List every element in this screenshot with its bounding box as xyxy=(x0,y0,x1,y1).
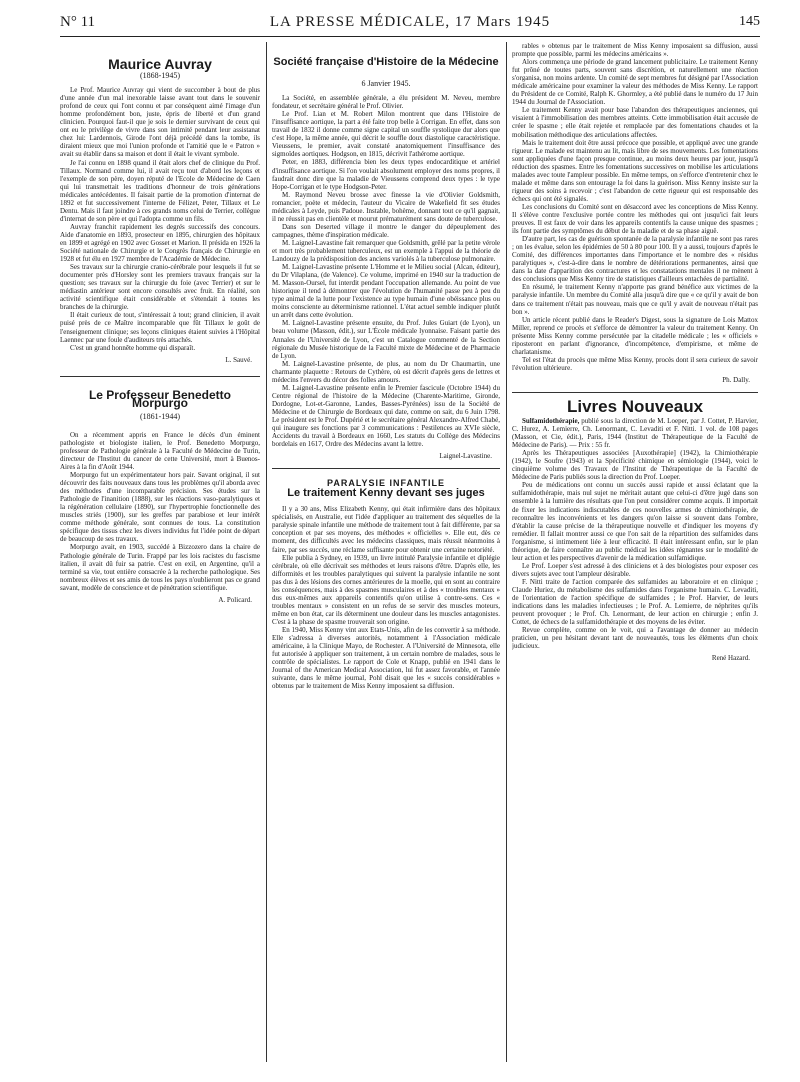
paragraph: Il y a 30 ans, Miss Elizabeth Kenny, qui était infirmière dans des hôpitaux spécialisés, en Australie, eut l'idée d'appliquer au traitement des séquelles de la paralysie spinale infantile une méthode de traitement tout à fait différente, par sa conception et par ses moyens, des méthodes « officielles ». Elle eut, dès ce moment, des difficultés avec les médecins classiques, mais réussit néanmoins à faire, par ses succès, une réclame suffisante pour obtenir une certaine notoriété. xyxy=(272,505,500,554)
paragraph: Il était curieux de tout, s'intéressait à tout; grand clinicien, il avait puisé près de ce Maître incomparable que fût Tillaux le goût de l'enseignement clinique; ses leçons cliniques étaient suivies à l'Hôpital Laennec par une foule d'auditeurs très attachés. xyxy=(60,311,260,344)
paragraph: C'est un grand honnête homme qui disparaît. xyxy=(70,343,196,352)
paragraph: Le Prof. Loeper s'est adressé à des cliniciens et à des biologistes pour exposer ces divers sujets avec tout l'ampleur désirable. xyxy=(512,561,758,578)
paragraph: M. Laignel-Lavastine présente L'Homme et le Milieu social (Alcan, éditeur), du Dr Vilaplana, (de Valence). Ce volume, imprimé en 1940 sur la traduction de M. Masson-Oursel, fut interdit pendant l'occupation allemande. Au point de vue historique il tend à démontrer que l'évolution de l'humanité passe peu à peu du type animal de la lutte pour l'existence au type humain d'une obéissance plus ou moins consciente au déterminisme rationnel. L'état actuel semble indiquer plutôt un arrêt dans cette évolution. xyxy=(272,263,500,320)
paragraph: Morpurgo fut un expérimentateur hors pair. Savant original, il sut découvrir des faits nouveaux dans tous les problèmes qu'il aborda avec des méthodes d'une incomparable précision. Ses études sur la Pathologie de l'inanition (1888), sur les réactions vaso-paralytiques et la régénération cellulaire (1890), sur l'hypertrophie fonctionnelle des muscles striés (1900), sur les greffes par parabiose et leur intérêt comme méthode générale, sont connues de tous. La constitution spécifique des tissus chez les divers individus fut l'idée point de départ de beaucoup de ses travaux. xyxy=(60,471,260,544)
paragraph: Elle publia à Sydney, en 1939, un livre intitulé Paralysie infantile et diplégie cérébrale, où elle décrivait ses méthodes et leurs raisons d'être. D'après elle, les difformités et les troubles paralytiques qui suivent la paralysie infantile ne sont pas dus à des lésions des cornes antérieures de la moelle, qui en sont au contraire les conséquences, mais à des spasmes musculaires et à des « troubles mentaux » dus eux-mêmes aux appareils contentifs qu'on utilise à contre-sens. Ces « troubles mentaux » consistent en un refus de se servir des muscles moteurs, même en bon état, car ils déterminent une douleur dans les muscles antagonistes. C'est à la phase de spasme trouverait son origine. xyxy=(272,553,500,626)
paragraph: Je l'ai connu en 1898 quand il était alors chef de clinique du Prof. Tillaux. Normand comme lui, il avait reçu tout d'abord les leçons et l'exemple de son père, doyen réputé de l'Ecole de Médecine de Caen qui lui transmettait les traditions d'honneur de trois générations médicales antécédentes. Il faisait partie de la promotion d'internat de 1892 et fut successivement l'interne de Félizet, Peter, Tillaux et Le Dentu. Mais il faut joindre à ces grands noms celui de Terrier, collègue d'internat de son père et qui l'adopta comme un fils. xyxy=(60,158,260,223)
paragraph: F. Nitti traite de l'action comparée des sulfamides au laboratoire et en clinique ; Claude Huriez, du métabolisme des sulfamides dans l'organisme humain. C. Levaditi, de l'orientation de l'action spécifique de sulfamides ; le Prof. Harvier, de leurs indications dans les maladies infectieuses ; le Prof. A. Lemierre, de néphrites qu'ils peuvent provoquer ; le Prof. Ch. Lenormant, de leur action en chirurgie ; enfin J. Cottet, de échecs de la sulfamidothérapie et des moyens de les éviter. xyxy=(512,577,758,627)
paragraph: Morpurgo avait, en 1903, succédé à Bizzozero dans la chaire de Pathologie générale de Turin. Frappé par les lois racistes du fascisme italien, il avait dû fuir sa patrie. C'est en exil, en Argentine, qu'il a terminé sa vie, tout entière consacrée à la recherche pathologique. Ses nombreux élèves et ses amis de tous les pays n'oublieront pas ce grand savant, modèle de conscience et de pénétration scientifique. xyxy=(60,543,260,592)
morpurgo-article xyxy=(60,431,260,592)
morpurgo-title: Le Professeur Benedetto Morpurgo xyxy=(88,387,232,410)
paragraph: rables » obtenus par le traitement de Miss Kenny imposaient sa diffusion, aussi prompte que possible, parmi les médecins américains ». xyxy=(512,42,758,59)
article-separator xyxy=(512,392,758,393)
soc-title: Société française d'Histoire de la Médecine xyxy=(273,56,499,68)
soc-article xyxy=(272,94,500,448)
morpurgo-dates: (1861-1944) xyxy=(140,411,180,421)
paragraph: Les conclusions du Comité sont en désaccord avec les conceptions de Miss Kenny. Il s'élève contre l'exclusive portée contre les méthodes qui ont jusqu'ici fait leurs preuves. Il est faux de voir dans les appareils contentifs la cause unique des spasmes ; ils font partie des symptômes du début de la maladie et de sa phase aiguë. xyxy=(512,202,758,236)
article-separator xyxy=(272,468,500,469)
kenny-article-continued xyxy=(512,42,758,372)
auvray-title: Maurice Auvray xyxy=(108,56,212,72)
paragraph: M. Laignel-Lavastine fait remarquer que Goldsmith, grêlé par la petite vérole et mort très probablement tuberculeux, est un exemple à l'appui de la théorie de Landouzy de la prédisposition des anciens variolés à la tuberculose pulmonaire. xyxy=(272,238,500,264)
page-number: 145 xyxy=(739,14,760,29)
auvray-dates: (1868-1945) xyxy=(140,71,180,81)
paragraph: Le Prof. Maurice Auvray qui vient de succomber à bout de plus d'une année d'un mal inexorable laisse avant tout dans le souvenir profond de ceux qui l'ont connu et par conséquent aimé l'image d'un homme profondément bon, juste, épris de liberté et d'un grand clinicien. Pourquoi faut-il que je sois le dernier survivant de ceux qui ont eu le privilège de vivre dans son intimité pendant leur assistanat chez lui: Lardennois, Girode l'ont déjà précédé dans la tombe, ils diraient mieux que moi l'union profonde et l'amitié que le « Patron » avait su établir dans sa maison et dont il était le vivant symbole. xyxy=(60,86,260,159)
journal-title: LA PRESSE MÉDICALE, 17 Mars 1945 xyxy=(269,14,551,30)
paragraph: M. Raymond Neveu brosse avec finesse la vie d'Olivier Goldsmith, romancier, poète et médecin, l'auteur du Vicaire de Wakefield fit ses études médicales à Leyde, puis Padoue. Instable, bohème, donnant tout ce qu'il gagnait, il ne réussit pas en clientèle et mourut prématurément sans doute de tuberculose. xyxy=(272,190,500,223)
paragraph: Peu de médications ont connu un succès aussi rapide et aussi éclatant que la sulfamidothérapie, mais nul sujet ne méritait autant que celui-ci d'être jugé dans son ensemble à la lumière des résultats que l'on peut considérer comme acquis. Il importait de fixer les indications indiscutables de ces nouvelles armes de chimiothérapie, de reconnaître les inconvénients et les dangers qu'on laisse si souvent dans l'ombre, d'établir la cause précise de la thérapeutique nouvelle et d'indiquer les moyens d'y remédier. Il fallait montrer aussi ce que l'on sait de la répartition des sulfamides dans l'organisme, si intimement liée à leur efficacité. Il était intéressant enfin, sur le plan théorique, de faire connaître au public médical les idées régnantes sur le modalité de leur action et les perspectives d'avenir de la médication sulfamidique. xyxy=(512,481,758,562)
paragraph: M. Laignel-Lavastine présente ensuite, du Prof. Jules Guiart (de Lyon), un beau volume (Masson, édit.), sur L'École médicale lyonnaise. Faisant partie des Annales de l'Université de Lyon, c'est un Catalogue commenté de la Section régionale du Musée historique de la Faculté mixte de Médecine et de Pharmacie de Lyon. xyxy=(272,319,500,360)
paragraph: Mais le traitement doit être aussi précoce que possible, et appliqué avec une grande rigueur. Le malade est maintenu au lit, mais libre de ses mouvements. Les fomentations sont appliquées d'une façon presque continue, au moins deux heures par jour, jusqu'à réduction des spasmes. Entre les fomentations successives on mobilise les articulations malades avec toute l'ampleur possible. En même temps, on s'efforce d'entretenir chez le malade et même dans son entourage la foi dans la guérison. Miss Kenny insiste sur la rigueur des soins à recevoir ; c'est l'abandon de cette rigueur qui est responsable des échecs qui ont été signalés. xyxy=(512,138,758,203)
column-divider xyxy=(506,42,507,1062)
paragraph: Tel est l'état du procès que même Miss Kenny, procès dont il sera curieux de savoir l'évolution ultérieure. xyxy=(512,355,758,372)
paralysie-title: PARALYSIE INFANTILE xyxy=(326,478,445,489)
column-divider xyxy=(266,42,267,1062)
paragraph: Dans son Deserted village il montre le danger du dépeuplement des campagnes, thème d'inspiration médicale. xyxy=(272,222,500,239)
paragraph: Un article récent publié dans le Reader's Digest, sous la signature de Lois Mattox Miller, reprend ce procès et s'efforce de démontrer la valeur du traitement Kenny. On présente Miss Kenny comme persécutée par la citadelle médicale ; les « officiels » riposteront en parlant d'ignorance, d'incompétence, d'empirisme, et même de charlatanisme. xyxy=(512,315,758,356)
kenny-title: Le traitement Kenny devant ses juges xyxy=(287,487,485,500)
paragraph: En 1940, Miss Kenny vint aux Etats-Unis, afin de les convertir à sa méthode. Elle s'adressa à diverses autorités, notamment à l'Association médicale américaine, à la Clinique Mayo, de Rochester. A l'Université de Minnesota, elle fut autorisée à appliquer son traitement, à un certain nombre de malades, sous le contrôle de spécialistes. Le rapport de Cole et Knapp, publié en 1941 dans le Journal of the American Medical Association, lui fut assez favorable, et l'année suivante, dans le même journal, Pohl disait que les « succès considérables » obtenus par le traitement de Miss Kenny imposaient sa diffusion. xyxy=(272,626,500,691)
paragraph: M. Laignel-Lavastine présente enfin le Premier fascicule (Octobre 1944) du Centre régional de l'histoire de la Médecine (Charente-Maritime, Gironde, Dordogne, Lot-et-Garonne, Landes, Basses-Pyrénées) issu de la Société de Médecine et de Chirurgie de Bordeaux qui date, comme on sait, du 6 Juin 1798. Le président est le Prof. Dupérié et le secrétaire général Alexandre-Alfred Chabé, qui inaugure ses fonctions par 3 communications : Pestilences au XVIe siècle, Accidents du travail à Bordeaux en 1660, Les statuts du Collège des Médecins bordelais en 1617, Ordre des Médecins avant la lettre. xyxy=(272,383,500,449)
livres-title: Livres Nouveaux xyxy=(566,396,704,416)
paragraph: Alors commença une période de grand lancement publicitaire. Le traitement Kenny fut prôné de toutes parts, souvent sans discrétion, et naturellement une réaction s'organisa, non moins ardente. Un comité de sept membres fut désigné par l'Association médicale américaine pour examiner la valeur des méthodes de Miss Kenny. Le rapport du Président de ce Comité, Ralph K. Ghormley, a été publié dans le numéro du 17 Juin 1944 du Journal de l'Association. xyxy=(512,58,758,107)
paragraph: Le Prof. Lian et M. Robert Milon montrent que dans l'Histoire de l'insuffisance aortique, la part a été faite trop belle à Corrigan. En effet, dans son travail de 1832 il donne comme signe capital un souffle systolique dur alors que c'est Hope, la même année, qui décrit le souffle doux diastolique caractéristique. Vieussens, le premier, avait constaté anatomiquement l'insuffisance des sigmoïdes aortiques. Hodgson, en 1815, décrivit l'athérome aortique. xyxy=(272,110,500,159)
auvray-article xyxy=(60,86,260,352)
paragraph: Le traitement Kenny avait pour base l'abandon des thérapeutiques anciennes, qui visaient à l'immobilisation des membres atteints. Cette immobilisation était accusée de créer le spasme ; elle était rejetée et remplacée par des fomentations chaudes et la mobilisation méthodique des articulations affectées. xyxy=(512,106,758,139)
livres-signature: René Hazard. xyxy=(711,654,750,663)
header-rule xyxy=(60,36,760,37)
sulf-intro xyxy=(512,417,758,449)
column-middle xyxy=(272,42,500,690)
paragraph: M. Laignel-Lavastine présente, de plus, au nom du Dr Chaumartin, une charmante plaquette : Retours de Cythère, où est décrit d'après gens de lettres et médecins l'envers du décor des folles amours. xyxy=(272,359,500,384)
paragraph: Peter, en 1883, différencia bien les deux types endocarditique et artériel d'insuffisance aortique. Si l'on voulait absolument employer des noms propres, il faudrait donc dire que la maladie de Vieussens comprend deux types : le type Hope-Corrigan et le type Hodgson-Peter. xyxy=(272,158,500,191)
paragraph: Après les Thérapeutiques associées [Auxothérapie] (1942), la Chimiothérapie (1942), le Soufre (1943) et la Spécificité chimique en sémiologie (1944), voici le cinquième volume des Travaux de l'Institut de Thérapeutique de la Faculté de Médecine de Paris publiés sous la direction du Prof. Loeper. xyxy=(512,449,758,482)
sulf-lead: Sulfamidothérapie, xyxy=(522,417,580,426)
morpurgo-signature: A. Policard. xyxy=(218,595,252,604)
paragraph: En résumé, le traitement Kenny n'apporte pas grand bénéfice aux victimes de la paralysie infantile. Un membre du Comité alla jusqu'à dire que « ce qu'il y avait de bon dans ce traitement n'était pas nouveau, mais que ce qu'il y avait de nouveau n'était pas bon ». xyxy=(512,283,758,316)
kenny-signature: Ph. Dally. xyxy=(722,375,750,384)
sulf-intro-text: publié sous la direction de M. Loeper, par J. Cottet, P. Harvier, C. Hurez, A. Lemierre, Ch. Lenormant, C. Levaditi et F. Nitti. 1 vol. de 108 pages (Masson, et Cie, édit.), Paris, 1944 (Institut de Thérapeutique de la Faculté de Médecine de Paris). — Prix : 55 fr. xyxy=(512,417,758,450)
soc-signature: Laignel-Lavastine. xyxy=(439,452,492,461)
paragraph: Revue complète, comme on le voit, qui a l'avantage de donner au médecin praticien, un peu hésitant devant tant de nouveautés, tous les éléments d'un choix judicieux. xyxy=(512,626,758,651)
paragraph: Ses travaux sur la chirurgie cranio-cérébrale pour lesquels il fut se documenter près d'Horsley sont les premiers travaux français sur la question; ses travaux sur la chirurgie du foie (avec Terrier) et sur le médiastin antérieur sont encore consultés avec fruit. En réalité, son activité scientifique était considérable et s'étendait à toutes les branches de la chirurgie. xyxy=(60,263,260,312)
soc-date: 6 Janvier 1945. xyxy=(361,79,411,89)
paragraph: Auvray franchit rapidement les degrés successifs des concours. Aide d'anatomie en 1893, prosecteur en 1895, chirurgien des hôpitaux en 1899 et agrégé en 1902 avec Gosset et Marion. Il présida en 1926 la Société nationale de Chirurgie et le Congrès français de Chirurgie en 1928 et fut élu en 1927 membre de l'Académie de Médecine. xyxy=(60,222,260,264)
auvray-signature: L. Sauvé. xyxy=(225,355,252,364)
paragraph: On a récemment appris en France le décès d'un éminent pathologiste et biologiste italien, le Prof. Benedetto Morpurgo, professeur de Pathologie générale à la Faculté de Médecine de Turin, directeur de l'Institut du cancer de cette Université, mort à Buenos-Aires à la fin d'Août 1944. xyxy=(60,430,260,472)
paragraph: D'autre part, les cas de guérison spontanée de la paralysie infantile ne sont pas rares ; on les évalue, selon les épidémies de 50 à 80 pour 100. Il y a aussi, toujours d'après le Comité, des différences importantes dans l'importance et le nombre des « résidus paralytiques », c'est-à-dire dans le nombre de détériorations permanentes, ainsi que dans la date d'apparition des contractures et les constatations mentales il ne mènent à des conclusions que Miss Kenny tire de statistiques d'ailleurs entachées de partialité. xyxy=(512,235,758,284)
livres-article xyxy=(512,449,758,650)
paragraph: La Société, en assemblée générale, a élu président M. Neveu, membre fondateur, et secrétaire général le Prof. Olivier. xyxy=(272,94,500,111)
article-separator xyxy=(60,376,260,377)
column-right xyxy=(512,42,758,662)
issue-number: N° 11 xyxy=(60,14,96,30)
kenny-article xyxy=(272,505,500,690)
column-left xyxy=(60,42,260,604)
